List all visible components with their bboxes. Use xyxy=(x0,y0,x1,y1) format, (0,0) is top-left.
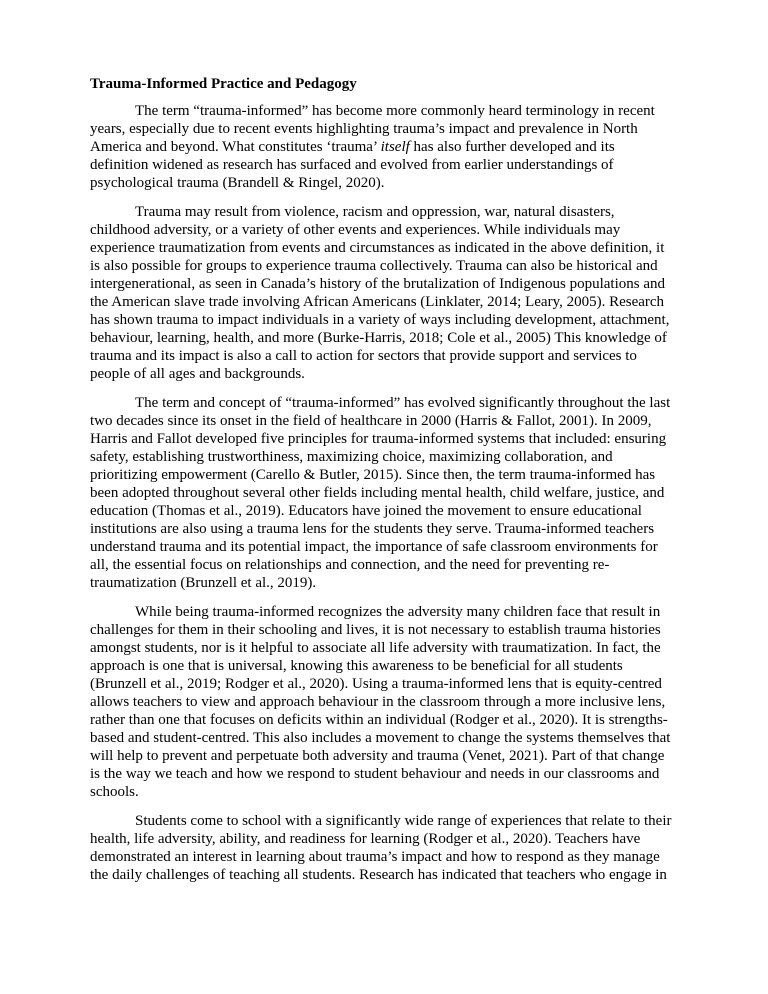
text-line: intergenerational, as seen in Canada’s history of the brutalization of Indigenous populations and xyxy=(90,276,665,292)
text-line: institutions are also using a trauma lens for the students they serve. Trauma-informed teachers xyxy=(90,521,655,537)
text-line: definition widened as research has surfaced and evolved from earlier understandings of xyxy=(90,157,614,173)
text-line: been adopted throughout several other fields including mental health, child welfare, justice, and xyxy=(90,485,665,501)
text-line: approach is one that is universal, knowing this awareness to be beneficial for all students xyxy=(90,658,623,674)
text-line: prioritizing empowerment (Carello & Butler, 2015). Since then, the term trauma-informed has xyxy=(90,467,656,483)
text-line: will help to prevent and perpetuate both adversity and trauma (Venet, 2021). Part of that change xyxy=(90,748,665,764)
paragraph xyxy=(90,102,680,192)
text-line: schools. xyxy=(90,784,139,800)
text-line: years, especially due to recent events highlighting trauma’s impact and prevalence in North xyxy=(90,121,638,137)
text-line: behaviour, learning, health, and more (Burke-Harris, 2018; Cole et al., 2005) This knowledge of xyxy=(90,330,667,346)
text-line: demonstrated an interest in learning about trauma’s impact and how to respond as they manage xyxy=(90,849,660,865)
text-line: experience traumatization from events and circumstances as indicated in the above definition, it xyxy=(90,240,665,256)
text-line: is the way we teach and how we respond to student behaviour and needs in our classrooms and xyxy=(90,766,660,782)
text-line: the daily challenges of teaching all students. Research has indicated that teachers who engage in xyxy=(90,867,667,883)
text-line: trauma and its impact is also a call to action for sectors that provide support and services to xyxy=(90,348,637,364)
text-line: childhood adversity, or a variety of other events and experiences. While individuals may xyxy=(90,222,621,238)
text-line: is also possible for groups to experience trauma collectively. Trauma can also be historical and xyxy=(90,258,658,274)
text-line: understand trauma and its potential impact, the importance of safe classroom environments for xyxy=(90,539,658,555)
text-line: education (Thomas et al., 2019). Educators have joined the movement to ensure educational xyxy=(90,503,642,519)
text-line: health, life adversity, ability, and readiness for learning (Rodger et al., 2020). Teachers have xyxy=(90,831,641,847)
document-body xyxy=(90,102,680,884)
paragraph xyxy=(90,394,680,592)
text-line: Students come to school with a significantly wide range of experiences that relate to their xyxy=(135,813,672,829)
text-line: rather than one that focuses on deficits within an individual (Rodger et al., 2020). It is strengths- xyxy=(90,712,668,728)
text-line: all, the essential focus on relationships and connection, and the need for preventing re- xyxy=(90,557,610,573)
text-line: America and beyond. What constitutes ‘trauma’ itself has also further developed and its xyxy=(90,139,615,155)
text-line: the American slave trade involving African Americans (Linklater, 2014; Leary, 2005). Research xyxy=(90,294,665,310)
document-title: Trauma-Informed Practice and Pedagogy xyxy=(90,76,357,92)
text-line: challenges for them in their schooling and lives, it is not necessary to establish trauma histories xyxy=(90,622,661,638)
paragraph xyxy=(90,603,680,801)
text-line: The term “trauma-informed” has become more commonly heard terminology in recent xyxy=(135,103,655,119)
text-line: psychological trauma (Brandell & Ringel, 2020). xyxy=(90,175,385,191)
text-line: The term and concept of “trauma-informed” has evolved significantly throughout the last xyxy=(135,395,671,411)
text-line: allows teachers to view and approach behaviour in the classroom through a more inclusive lens, xyxy=(90,694,666,710)
text-line: based and student-centred. This also includes a movement to change the systems themselves that xyxy=(90,730,671,746)
text-line: amongst students, nor is it helpful to associate all life adversity with traumatization. In fact, the xyxy=(90,640,661,656)
text-line: Trauma may result from violence, racism and oppression, war, natural disasters, xyxy=(135,204,615,220)
text-line: people of all ages and backgrounds. xyxy=(90,366,305,382)
text-line: (Brunzell et al., 2019; Rodger et al., 2020). Using a trauma-informed lens that is equity-centred xyxy=(90,676,662,692)
text-line: While being trauma-informed recognizes the adversity many children face that result in xyxy=(135,604,661,620)
text-line: Harris and Fallot developed five principles for trauma-informed systems that included: ensuring xyxy=(90,431,667,447)
text-line: two decades since its onset in the field of healthcare in 2000 (Harris & Fallot, 2001). In 2009, xyxy=(90,413,652,429)
paragraph xyxy=(90,812,680,884)
text-line: traumatization (Brunzell et al., 2019). xyxy=(90,575,317,591)
paragraph xyxy=(90,203,680,383)
text-line: safety, establishing trustworthiness, maximizing choice, maximizing collaboration, and xyxy=(90,449,613,465)
text-line: has shown trauma to impact individuals in a variety of ways including development, attachment, xyxy=(90,312,670,328)
